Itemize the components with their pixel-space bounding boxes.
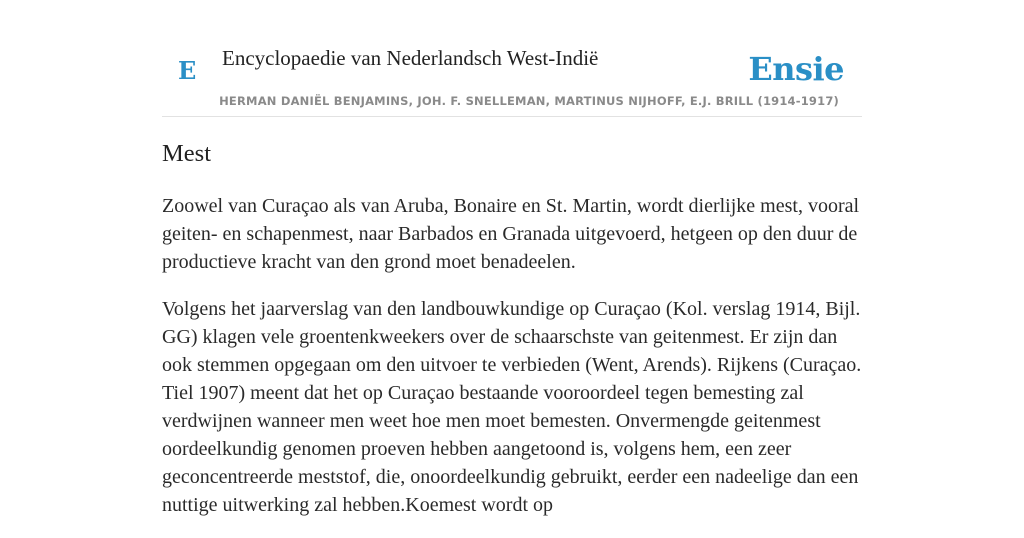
ensie-logo[interactable]: Ensie <box>748 50 844 88</box>
book-logo-icon[interactable]: E <box>178 56 197 85</box>
header <box>162 0 862 117</box>
article-paragraph: Volgens het jaarverslag van den landbouwkundige op Curaçao (Kol. verslag 1914, Bijl. GG) klagen vele groentenkweekers over de schaarschste van geitenmest. Er zijn dan ook stemmen opgegaan om den uitvoer te verbieden (Went, Arends). Rijkens (Curaçao. Tiel 1907) meent dat het op Curaçao bestaande vooroordeel tegen bemesting zal verdwijnen wanneer men weet hoe men moet bemesten. Onvermengde geitenmest oordeelkundig genomen proeven hebben aangetoond is, volgens hem, een zeer geconcentreerde meststof, die, onoordeelkundig gebruikt, eerder een nadeelige dan een nuttige uitwerking zal hebben.Koemest wordt op <box>162 298 862 516</box>
page-container <box>162 0 862 516</box>
book-byline: HERMAN DANIËL BENJAMINS, JOH. F. SNELLEMAN, MARTINUS NIJHOFF, E.J. BRILL (1914-1917) <box>219 94 839 108</box>
entry-title: Mest <box>162 140 211 167</box>
book-title-link[interactable]: Encyclopaedie van Nederlandsch West-Indië <box>222 46 599 70</box>
article-paragraph: Zoowel van Curaçao als van Aruba, Bonaire en St. Martin, wordt dierlijke mest, vooral geiten- en schapenmest, naar Barbados en Granada uitgevoerd, hetgeen op den duur de productieve kracht van den grond moet benadeelen. <box>162 195 860 273</box>
article-body <box>162 192 862 538</box>
